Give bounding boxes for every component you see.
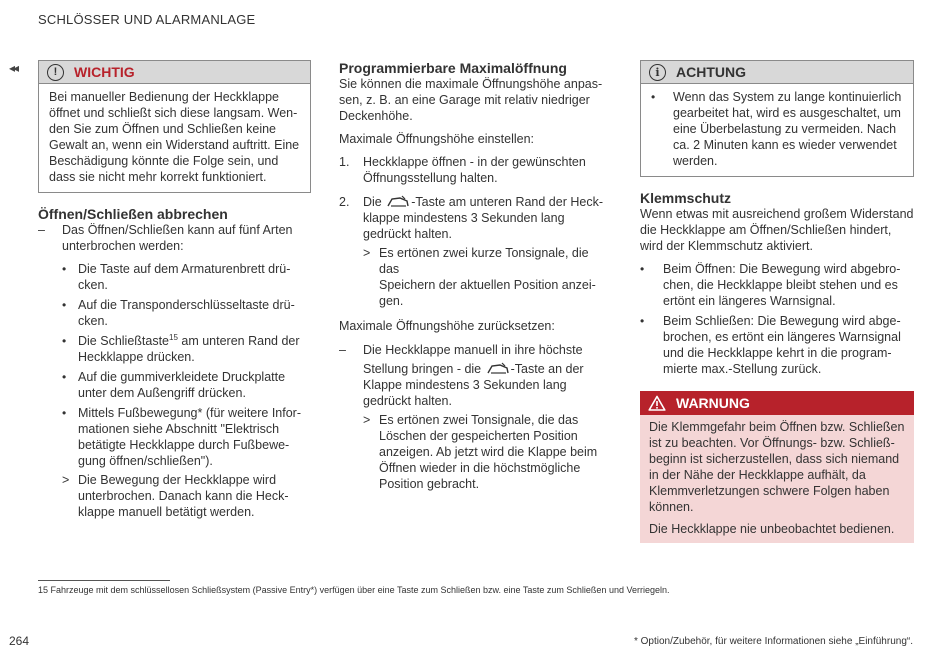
maximal-intro-line: Sie können die maximale Öffnungshöhe anpas- [339,77,603,91]
dash-marker: – [38,223,45,237]
step-text: -Taste am unteren Rand der Heck- [411,195,603,209]
step-number: 1. [339,155,350,169]
wichtig-line: Beschädigung könnte die Folge sein, und [49,154,279,168]
list-item [62,405,311,469]
warnung-line: in der Nähe der Heckklappe aufhält, da [649,468,866,482]
list-item-line: brochen, es ertönt ein längeres Warnsignal [663,330,901,344]
klemmschutz-intro-line: Wenn etwas mit ausreichend großem Widerstand [640,207,914,221]
result-line: Öffnen wieder in die höchstmögliche [379,461,581,475]
bullet-marker: • [62,406,67,420]
bullet-marker: • [62,334,67,348]
list-item-line: mierte max.-Stellung zurück. [663,362,822,376]
reset-step [339,342,611,492]
list-item [62,261,311,293]
bullet-marker: • [640,314,645,328]
list-item [651,89,903,169]
step-text: Die [363,195,386,209]
result-item [363,412,611,492]
step-line [363,194,611,210]
warnung-label: WARNUNG [676,395,750,411]
warnung-header [640,391,914,415]
achtung-box [640,60,914,177]
bullet-marker: • [651,90,656,104]
set-title: Maximale Öffnungshöhe einstellen: [339,132,535,146]
result-line: Es ertönen zwei Tonsignale, die das [379,413,579,427]
abbrechen-intro-line: unterbrochen werden: [62,239,184,253]
result-line: anzeigen. Ab jetzt wird die Klappe beim [379,445,598,459]
list-item [62,297,311,329]
wichtig-header [39,61,310,84]
result-marker: > [363,413,371,427]
result-line: klappe manuell betätigt werden. [78,505,255,519]
klemmschutz-intro-line: wird der Klemmschutz aktiviert. [640,239,813,253]
achtung-line: ca. 2 Minuten kann es wieder verwendet [673,138,897,152]
list-item-line: und die Heckklappe kehrt in die program- [663,346,892,360]
result-line: Die Bewegung der Heckklappe wird [78,473,277,487]
list-item-line: Die Taste auf dem Armaturenbrett drü- [78,262,291,276]
achtung-line: Wenn das System zu lange kontinuierlich [673,90,902,104]
list-item-line: unter dem Außengriff drücken. [78,386,246,400]
footnote-number: 15 [38,585,49,595]
step-line: gedrückt halten. [363,227,452,241]
list-item [62,333,311,365]
result-marker: > [363,246,371,260]
wichtig-line: Gewalt an, wenn ein Widerstand auftritt. Eine [49,138,300,152]
column-middle [339,60,611,492]
reset-text: -Taste an der [510,362,584,376]
bullet-marker: • [62,298,67,312]
warnung-body [640,415,914,543]
reset-line: Die Heckklappe manuell in ihre höchste [363,343,583,357]
warnung-line: können. [649,500,694,514]
wichtig-line: Bei manueller Bedienung der Heckklappe [49,90,280,104]
wichtig-body [39,84,310,192]
option-note: * Option/Zubehör, für weitere Informationen siehe „Einführung“. [633,636,913,647]
list-item-line: ertönt ein längeres Warnsignal. [663,294,836,308]
footnote [38,584,669,596]
warning-triangle-icon [648,395,666,411]
result-line: gen. [379,294,404,308]
result-line: unterbrochen. Danach kann die Heck- [78,489,289,503]
bullet-marker: • [640,262,645,276]
wichtig-line: öffnet und schließt sich diese langsam. Wen- [49,106,298,120]
klemmschutz-heading: Klemmschutz [640,190,732,206]
list-item-line: Auf die Transponderschlüsseltaste drü- [78,298,295,312]
achtung-line: eine Überbelastung zu vermeiden. Nach [673,122,897,136]
list-item-line: Mittels Fußbewegung* (für weitere Infor- [78,406,302,420]
maximal-intro-line: sen, z. B. an eine Garage mit relativ niedriger [339,93,590,107]
maximal-intro-line: Deckenhöhe. [339,109,413,123]
list-item-line: Auf die gummiverkleidete Druckplatte [78,370,286,384]
list-item-line: betätigte Heckklappe durch Fußbewe- [78,438,290,452]
abbrechen-intro [38,222,311,254]
step-line: klappe mindestens 3 Sekunden lang [363,211,565,225]
warnung-line: Die Klemmgefahr beim Öffnen bzw. Schließen [649,420,905,434]
list-item-text: Die Schließtaste [78,334,170,348]
reset-text: Stellung bringen - die [363,362,485,376]
reset-line [363,361,611,377]
list-item-line: mationen siehe Abschnitt "Elektrisch [78,422,280,436]
warnung-line: Die Heckklappe nie unbeobachtet bedienen. [649,522,895,536]
warnung-line: beginn ist sicherzustellen, dass sich niemand [649,452,900,466]
achtung-line: werden. [673,154,718,168]
warnung-box [640,391,914,543]
reset-title: Maximale Öffnungshöhe zurücksetzen: [339,319,555,333]
abbrechen-heading: Öffnen/Schließen abbrechen [38,206,228,222]
result-marker: > [62,473,70,487]
tailgate-key-icon [486,362,510,376]
list-item [62,369,311,401]
list-item-line: cken. [78,278,108,292]
wichtig-line: den Sie zum Öffnen und Schließen keine [49,122,276,136]
achtung-line: gearbeitet hat, wird es ausgeschaltet, um [673,106,901,120]
wichtig-box [38,60,311,193]
warnung-line: ist zu beachten. Vor Öffnungs- bzw. Schließ- [649,436,895,450]
wichtig-label: WICHTIG [74,64,135,80]
tailgate-key-icon [386,195,410,209]
list-item [640,313,914,377]
abbrechen-intro-line: Das Öffnen/Schließen kann auf fünf Arten [62,223,293,237]
list-item-line: cken. [78,314,108,328]
wichtig-line: dass sie nicht mehr korrekt funktioniert. [49,170,267,184]
achtung-header [641,61,913,84]
klemmschutz-intro-line: die Heckklappe am Öffnen/Schließen hindert, [640,223,892,237]
result-item [62,472,311,520]
list-item-line: Beim Öffnen: Die Bewegung wird abgebro- [663,262,901,276]
reset-line: gedrückt halten. [363,394,452,408]
list-item-line: Heckklappe drücken. [78,350,195,364]
reset-line: Klappe mindestens 3 Sekunden lang [363,378,567,392]
maximal-heading: Programmierbare Maximalöffnung [339,60,567,76]
step-line: Öffnungsstellung halten. [363,171,498,185]
achtung-body [641,84,913,176]
bullet-marker: • [62,262,67,276]
column-right [640,60,914,543]
list-item-line: gung öffnen/schließen"). [78,454,213,468]
result-item [363,245,611,309]
bullet-marker: • [62,370,67,384]
step-1 [339,154,611,186]
warnung-line: Klemmverletzungen schwere Folgen haben [649,484,890,498]
footnote-divider [38,580,170,581]
step-number: 2. [339,195,350,209]
list-item-line: Beim Schließen: Die Bewegung wird abge- [663,314,901,328]
result-line: Löschen der gespeicherten Position [379,429,578,443]
list-item [640,261,914,309]
previous-page-icon[interactable]: ◂◂ [9,61,18,75]
list-item-line: chen, die Heckklappe bleibt stehen und es [663,278,898,292]
list-item-text: am unteren Rand der [177,334,300,348]
result-line: Es ertönen zwei kurze Tonsignale, die das [379,246,589,276]
info-circle-icon: i [649,64,666,81]
page-number: 264 [9,634,30,648]
dash-marker: – [339,343,346,357]
result-line: Speichern der aktuellen Position anzei- [379,278,596,292]
column-left [38,60,311,520]
step-line: Heckklappe öffnen - in der gewünschten [363,155,586,169]
achtung-label: ACHTUNG [676,64,746,80]
list-item-line [78,333,311,349]
step-2 [339,194,611,309]
result-line: Position gebracht. [379,477,480,491]
page-header-title: SCHLÖSSER UND ALARMANLAGE [38,12,256,27]
footnote-ref[interactable]: 15 [169,332,178,342]
exclamation-circle-icon: ! [47,64,64,81]
footnote-text: Fahrzeuge mit dem schlüssellosen Schließsystem (Passive Entry*) verfügen über eine Taste zum Schließen bzw. eine Taste zum Schließen und Verriegeln. [48,585,670,595]
